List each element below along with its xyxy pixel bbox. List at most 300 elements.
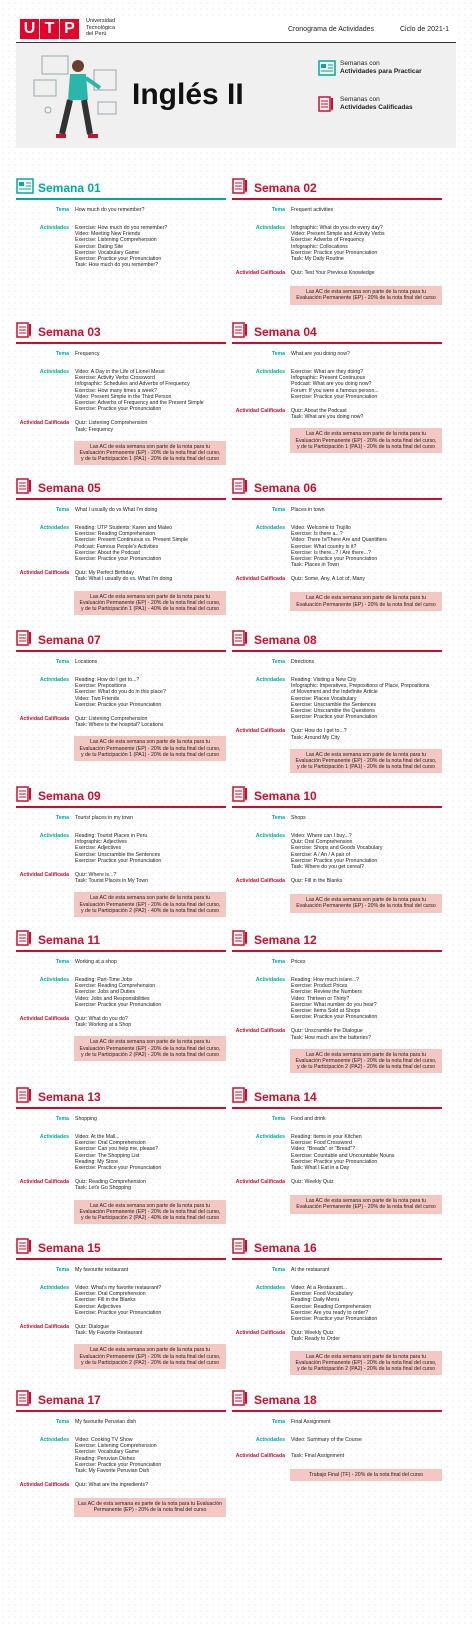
activity-item: Exercise: Fill in the Blanks — [75, 1297, 136, 1304]
graded-list — [291, 270, 442, 276]
activities-label: Actividades — [255, 677, 285, 683]
activities-label: Actividades — [255, 525, 285, 531]
grade-note: Las AC de esta semana son parte de la nota para tu Evaluación Permanente (EP) - 20% de la nota final del curso, y de tu Participación 2 (PA2) - 20% de la nota final del curso — [74, 1036, 226, 1061]
activity-list — [75, 1285, 226, 1316]
student-illustration-icon — [28, 50, 128, 146]
activity-item: Exercise: Practice your Pronunciation — [291, 714, 378, 721]
graded-label: Actividad Calificada — [235, 1453, 285, 1459]
activity-item: Video: Present Simple in the Third Person — [75, 393, 172, 400]
week-card — [16, 478, 226, 615]
graded-icon — [232, 930, 250, 946]
graded-list — [291, 1453, 442, 1459]
utp-logo — [20, 19, 80, 39]
grade-note: Las AC de esta semana son parte de la nota para tu Evaluación Permanente (EP) - 20% de la nota final del curso, y de tu Participación 1 (PA1) - 20% de la nota final del curso — [290, 428, 442, 453]
activities-label: Actividades — [39, 677, 69, 683]
activity-item: Reading: Tourist Places in Peru — [75, 833, 148, 839]
activities-label: Actividades — [39, 833, 69, 839]
graded-label: Actividad Calificada — [19, 1179, 69, 1186]
grade-note: Las AC de esta semana son parte de la nota para tu Evaluación Permanente (EP) - 20% de la nota final del curso, y de tu Participación 2 (PA2) - 20% de la nota final del curso — [290, 1049, 442, 1074]
activity-item: Exercise: Listening Comprehension — [75, 237, 157, 244]
activity-item: Reading: My Store — [75, 1158, 118, 1165]
week-card — [232, 786, 442, 913]
week-header — [16, 478, 226, 500]
week-topic: What are you doing now? — [291, 351, 350, 357]
activity-item: Video: There Is/There Are and Quantifiers — [291, 537, 387, 544]
week-title: Semana 17 — [38, 1393, 101, 1407]
activity-item: Video: Welcome to Trujillo — [291, 525, 351, 531]
topic-label: Tema — [55, 1116, 69, 1122]
graded-item: Quiz: Listening Comprehension — [75, 716, 148, 723]
week-topic: Frequency — [75, 351, 100, 357]
activity-item: Exercise: What number do you hear? — [291, 1001, 377, 1008]
graded-icon — [16, 1238, 34, 1254]
activity-item: Infographic: Collocations — [291, 243, 348, 250]
graded-list — [75, 716, 226, 728]
week-card — [16, 178, 226, 268]
graded-item: Quiz: Fill in the Blanks — [291, 878, 343, 885]
graded-label: Actividad Calificada — [19, 1016, 69, 1023]
graded-item: Task: Frequency — [75, 426, 114, 433]
topic-label: Tema — [271, 351, 285, 357]
practice-icon — [16, 178, 34, 194]
activity-item: Exercise: Adjectives — [75, 845, 122, 852]
activities-label: Actividades — [39, 525, 69, 531]
week-title: Semana 12 — [254, 933, 317, 947]
grade-note: Las AC de esta semana es parte de la nota para tu Evaluación Permanente (EP) - 20% de la nota final del curso — [74, 1498, 226, 1516]
graded-label: Actividad Calificada — [19, 1324, 69, 1331]
graded-item: Task: Where is the hospital? Locations — [75, 722, 164, 729]
week-topic: Final Assignment — [291, 1419, 331, 1425]
week-header — [16, 178, 226, 200]
graded-item: Task: Around My City — [291, 734, 340, 741]
activity-item: Task: Where do you get cereal? — [291, 864, 364, 871]
activity-list — [291, 369, 442, 400]
activities-label: Actividades — [39, 369, 69, 375]
activity-item: Quiz: Oral Comprehension — [291, 839, 353, 846]
activity-item: Exercise: About the Podcast — [75, 549, 140, 556]
week-topic: Places in town — [291, 507, 325, 513]
schedule-title: Cronograma de Actividades — [288, 26, 374, 33]
activity-item: Exercise: Oral Comprehension — [75, 1140, 146, 1147]
grade-note: Las AC de esta semana son parte de la nota para tu Evaluación Permanente (EP) - 20% de la nota final del curso — [290, 286, 442, 304]
topic-label: Tema — [55, 1419, 69, 1425]
graded-list — [291, 576, 442, 582]
graded-icon — [232, 630, 250, 646]
week-topic: What I usually do vs What I'm doing — [75, 507, 158, 513]
grade-note: Las AC de esta semana son parte de la nota para tu Evaluación Permanente (EP) - 20% de la nota final del curso, y de tu Participación 1 (PA1) - 20% de la nota final del curso — [74, 736, 226, 761]
activity-item: Exercise: Unscramble the Questions — [291, 708, 375, 715]
activity-item: Video: Two Friends — [75, 695, 120, 702]
activity-item: Podcast: Famous People's Activities — [75, 543, 159, 550]
activity-item: Exercise: Is there a...? — [291, 531, 343, 538]
grade-note: Las AC de esta semana son parte de la nota para tu Evaluación Permanente (EP) - 20% de la nota final del curso, y de tu Participación 2 (PA2) - 20% de la nota final del curso — [290, 1351, 442, 1376]
activity-item: Exercise: Adverbs of Frequency — [291, 237, 365, 244]
graded-list — [291, 1179, 442, 1185]
activity-item: Exercise: How much do you remember? — [75, 225, 168, 231]
grade-note: Trabajo Final (TF) - 20% de la nota final del curso — [290, 1469, 442, 1481]
graded-label: Actividad Calificada — [235, 270, 285, 277]
activity-item: Reading: Visiting a New City — [291, 677, 357, 683]
legend-graded-pre: Semanas con — [340, 96, 380, 103]
week-card — [232, 322, 442, 453]
cycle-label: Ciclo de 2021-1 — [400, 26, 450, 33]
activity-item: Exercise: Vocabulary Game — [75, 1449, 140, 1456]
activity-item: Task: My Favorite Peruvian Dish — [75, 1468, 150, 1475]
activity-item: Exercise: Prepositions — [75, 683, 127, 690]
graded-icon — [16, 1087, 34, 1103]
activity-item: Exercise: Places Vocabulary — [291, 695, 357, 702]
activity-item: Exercise: Practice your Pronunciation — [291, 393, 378, 400]
graded-list — [291, 1028, 442, 1040]
graded-icon — [16, 478, 34, 494]
activity-item: Exercise: Practice your Pronunciation — [291, 857, 378, 864]
graded-list — [291, 728, 442, 740]
activity-item: Exercise: What country is it? — [291, 543, 357, 550]
activities-label: Actividades — [39, 977, 69, 983]
week-card — [232, 930, 442, 1073]
activity-list — [75, 525, 226, 562]
activity-item: Video: What's my favorite restaurant? — [75, 1285, 162, 1291]
activity-item: Infographic: What do you do every day? — [291, 225, 383, 231]
week-card — [16, 930, 226, 1061]
activity-item: Exercise: Practice your Pronunciation — [75, 1165, 162, 1172]
activities-label: Actividades — [255, 1285, 285, 1291]
activity-item: Video: At the Mall... — [75, 1134, 120, 1140]
graded-icon — [232, 1238, 250, 1254]
week-title: Semana 05 — [38, 481, 101, 495]
header-banner — [16, 16, 456, 148]
week-title: Semana 11 — [38, 933, 101, 947]
graded-item: Task: Working at a Shop — [75, 1022, 132, 1029]
activity-item: Exercise: Practice your Pronunciation — [291, 1158, 378, 1165]
activity-item: Reading: Peruvian Dishes — [75, 1455, 135, 1462]
week-title: Semana 08 — [254, 633, 317, 647]
topic-label: Tema — [55, 207, 69, 213]
legend-practice-label: Actividades para Practicar — [340, 67, 422, 75]
week-topic: Tourist places in my town — [75, 815, 133, 821]
graded-label: Actividad Calificada — [235, 878, 285, 885]
activity-item: Exercise: A / An / A pair of — [291, 851, 351, 858]
activity-list — [75, 225, 226, 268]
activity-item: Exercise: Unscramble the Sentences — [75, 851, 161, 858]
week-title: Semana 03 — [38, 325, 101, 339]
graded-icon — [232, 322, 250, 338]
activity-item: Video: Jobs and Responsibilities — [75, 995, 150, 1002]
topic-label: Tema — [271, 207, 285, 213]
activity-list — [75, 369, 226, 412]
activity-item: Infographic: Schedules and Adverbs of Frequency — [75, 381, 190, 388]
week-header — [16, 322, 226, 344]
activity-item: Exercise: Practice your Pronunciation — [75, 1001, 162, 1008]
week-topic: My favourite Peruvian dish — [75, 1419, 137, 1425]
activities-label: Actividades — [255, 225, 285, 231]
graded-item: Quiz: Unscramble the Dialogue — [291, 1028, 363, 1035]
activity-item: Exercise: Can you help me, please? — [75, 1146, 159, 1153]
graded-icon — [232, 178, 250, 194]
week-card — [232, 1238, 442, 1375]
graded-list — [75, 872, 226, 884]
activity-item: Video: At a Restaurant... — [291, 1285, 348, 1291]
week-card — [232, 1390, 442, 1481]
graded-list — [291, 408, 442, 420]
week-header — [16, 1087, 226, 1109]
graded-item: Quiz: Weekly Quiz — [291, 1330, 334, 1337]
week-header — [16, 930, 226, 952]
activity-item: Podcast: What are you doing now? — [291, 381, 372, 388]
activity-item: Exercise: Unscramble the Sentences — [291, 701, 377, 708]
grade-note: Las AC de esta semana son parte de la nota para tu Evaluación Permanente (EP) - 20% de la nota final del curso, y de tu Participación 2 (PA2) - 40% de la nota final del curso — [74, 1200, 226, 1225]
graded-list — [291, 878, 442, 884]
graded-item: Task: Final Assignment — [291, 1453, 345, 1459]
activity-item: Exercise: Practice your Pronunciation — [291, 1014, 378, 1021]
graded-item: Quiz: What do you do? — [75, 1016, 128, 1023]
week-header — [232, 1087, 442, 1109]
activity-item: Exercise: The Shopping List — [75, 1152, 140, 1159]
week-title: Semana 01 — [38, 181, 101, 195]
graded-label: Actividad Calificada — [235, 1179, 285, 1186]
activities-label: Actividades — [39, 1437, 69, 1443]
activities-label: Actividades — [39, 1285, 69, 1291]
week-card — [232, 1087, 442, 1214]
activities-label: Actividades — [255, 369, 285, 375]
activity-item: Exercise: Practice your Pronunciation — [291, 249, 378, 256]
week-title: Semana 02 — [254, 181, 317, 195]
week-header — [16, 1390, 226, 1412]
graded-label: Actividad Calificada — [235, 408, 285, 415]
graded-item: Quiz: My Perfect Birthday — [75, 570, 134, 577]
graded-label: Actividad Calificada — [19, 716, 69, 723]
week-card — [16, 1390, 226, 1517]
activity-list — [291, 977, 442, 1020]
logo-letter: T — [40, 19, 59, 39]
graded-label: Actividad Calificada — [235, 1330, 285, 1337]
topic-label: Tema — [271, 1116, 285, 1122]
activity-list — [291, 225, 442, 262]
graded-icon — [16, 630, 34, 646]
graded-item: Quiz: Where is...? — [75, 872, 117, 879]
week-topic: At the restaurant — [291, 1267, 330, 1273]
week-header — [232, 786, 442, 808]
activities-label: Actividades — [255, 1437, 285, 1443]
week-header — [232, 630, 442, 652]
graded-icon — [232, 1087, 250, 1103]
graded-item: Quiz: Some, Any, A Lot of, Many — [291, 576, 366, 583]
grade-note: Las AC de esta semana son parte de la nota para tu Evaluación Permanente (EP) - 20% de la nota final del curso — [290, 1195, 442, 1213]
graded-item: Task: What are you doing now? — [291, 414, 364, 421]
activity-item: Exercise: Practice your Pronunciation — [75, 1309, 162, 1316]
activity-item: Exercise: Vocabulary Game — [75, 249, 140, 256]
activity-item: Exercise: Product Prices — [291, 983, 348, 990]
week-title: Semana 13 — [38, 1090, 101, 1104]
activity-item: Exercise: Dating Site — [75, 243, 124, 250]
week-topic: Working at a shop — [75, 959, 117, 965]
week-card — [16, 322, 226, 465]
week-topic: How much do you remember? — [75, 207, 145, 213]
graded-label: Actividad Calificada — [235, 728, 285, 735]
week-header — [232, 322, 442, 344]
activity-item: Exercise: Activity Verbs Crossword — [75, 375, 155, 382]
activities-label: Actividades — [255, 1134, 285, 1140]
graded-item: Task: Let's Go Shopping — [75, 1185, 132, 1192]
activity-item: Exercise: Food Crossword — [291, 1140, 352, 1147]
activity-item: Video: Cooking TV Show — [75, 1437, 133, 1443]
graded-label: Actividad Calificada — [19, 872, 69, 879]
activity-item: Exercise: Adjectives — [75, 1303, 122, 1310]
activity-item: Exercise: Are you ready to order? — [291, 1309, 368, 1316]
activity-list — [291, 1285, 442, 1322]
week-title: Semana 06 — [254, 481, 317, 495]
graded-icon — [16, 930, 34, 946]
activity-item: Exercise: Practice your Pronunciation — [291, 556, 378, 563]
graded-icon — [318, 96, 336, 112]
activity-item: Exercise: What do you do in this place? — [75, 689, 166, 696]
legend-practice-pre: Semanas con — [340, 60, 380, 67]
logo-letter: U — [20, 19, 39, 39]
activity-item: Reading: Part-Time Jobs — [75, 977, 133, 983]
topic-label: Tema — [271, 507, 285, 513]
activities-label: Actividades — [39, 1134, 69, 1140]
activity-list — [291, 1437, 442, 1443]
week-card — [232, 178, 442, 305]
activity-item: Exercise: Reading Comprehension — [75, 531, 156, 538]
grade-note: Las AC de esta semana son parte de la nota para tu Evaluación Permanente (EP) - 20% de la nota final del curso, y de tu Participación 2 (PA2) - 20% de la nota final del curso — [74, 1344, 226, 1369]
graded-item: Task: My Favorite Restaurant — [75, 1330, 143, 1337]
activity-item: Exercise: Food Vocabulary — [291, 1291, 353, 1298]
activity-item: Exercise: Practice your Pronunciation — [75, 701, 162, 708]
legend-graded-label: Actividades Calificadas — [340, 103, 413, 111]
week-card — [16, 1238, 226, 1369]
graded-icon — [16, 1390, 34, 1406]
activity-item: Forum: If you were a famous person... — [291, 387, 379, 394]
graded-list — [75, 1179, 226, 1191]
graded-item: Quiz: Test Your Previous Knowledge — [291, 270, 375, 277]
week-card — [16, 786, 226, 917]
topic-label: Tema — [55, 659, 69, 665]
activity-item: Task: What I Eat in a Day — [291, 1165, 350, 1172]
activities-label: Actividades — [255, 977, 285, 983]
week-topic: Directions — [291, 659, 315, 665]
activity-item: Reading: UTP Students: Karen and Mateo — [75, 525, 173, 531]
graded-item: Task: How much are the batteries? — [291, 1034, 371, 1041]
graded-icon — [232, 478, 250, 494]
graded-list — [75, 570, 226, 582]
activity-list — [75, 977, 226, 1008]
activity-item: Video: Where can I buy...? — [291, 833, 352, 839]
activity-item: Exercise: Listening Comprehension — [75, 1443, 157, 1450]
week-title: Semana 09 — [38, 789, 101, 803]
graded-item: Task: Tourist Places in My Town — [75, 878, 149, 885]
topic-label: Tema — [271, 815, 285, 821]
activity-item: Task: How much do you remember? — [75, 262, 159, 269]
legend-practice — [340, 60, 440, 75]
graded-label: Actividad Calificada — [19, 570, 69, 577]
activity-item: Exercise: Practice your Pronunciation — [75, 857, 162, 864]
activity-list — [291, 1134, 442, 1171]
graded-item: Quiz: Weekly Quiz — [291, 1179, 334, 1186]
graded-list — [75, 1482, 226, 1488]
activity-item: Infographic: Adjectives — [75, 839, 127, 846]
week-title: Semana 14 — [254, 1090, 317, 1104]
activity-item: Exercise: Practice your Pronunciation — [75, 556, 162, 563]
grade-note: Las AC de esta semana son parte de la nota para tu Evaluación Permanente (EP) - 20% de la nota final del curso — [290, 894, 442, 912]
week-header — [16, 786, 226, 808]
graded-item: Quiz: How do I get to...? — [291, 728, 347, 735]
grade-note: Las AC de esta semana son parte de la nota para tu Evaluación Permanente (EP) - 20% de la nota final del curso, y de tu Participación 2 (PA2) - 40% de la nota final del curso — [74, 892, 226, 917]
topic-label: Tema — [271, 1419, 285, 1425]
week-topic: Prices — [291, 959, 306, 965]
activity-list — [291, 525, 442, 568]
week-topic: Locations — [75, 659, 98, 665]
activity-item: Exercise: Is there...? / Are there...? — [291, 549, 371, 556]
graded-icon — [232, 1390, 250, 1406]
week-header — [232, 178, 442, 200]
graded-item: Quiz: Listening Comprehension — [75, 420, 148, 427]
activity-item: Exercise: How many times a week? — [75, 387, 157, 394]
activity-item: Reading: Items in your Kitchen — [291, 1134, 362, 1140]
week-header — [232, 1390, 442, 1412]
graded-label: Actividad Calificada — [235, 576, 285, 583]
topic-label: Tema — [55, 507, 69, 513]
activity-list — [75, 1134, 226, 1171]
graded-list — [75, 420, 226, 432]
week-title: Semana 18 — [254, 1393, 317, 1407]
activity-item: Reading: How much is/are...? — [291, 977, 360, 983]
graded-list — [291, 1330, 442, 1342]
legend-graded — [340, 96, 440, 111]
activity-item: Exercise: Jobs and Duties — [75, 989, 135, 996]
graded-item: Quiz: Reading Comprehension — [75, 1179, 146, 1186]
week-card — [232, 478, 442, 611]
practice-icon — [318, 60, 336, 76]
activity-item: Exercise: What are they doing? — [291, 369, 364, 375]
graded-item: Quiz: About the Podcast — [291, 408, 347, 415]
week-topic: Food and drink — [291, 1116, 326, 1122]
university-name: Universidad Tecnológica del Perú — [86, 18, 116, 37]
week-topic: My favourite restaurant — [75, 1267, 129, 1273]
activity-item: Reading: How do I get to...? — [75, 677, 140, 683]
course-title: Inglés II — [132, 78, 244, 111]
graded-item: Task: What I usually do vs. What I'm doing — [75, 576, 173, 583]
graded-icon — [232, 786, 250, 802]
activity-item: Exercise: Oral Comprehension — [75, 1291, 146, 1298]
activity-item: Reading: Daily Menu — [291, 1297, 340, 1304]
activity-item: Exercise: Review the Numbers — [291, 989, 362, 996]
activity-item: Exercise: Practice your Pronunciation — [75, 1461, 162, 1468]
activities-label: Actividades — [255, 833, 285, 839]
topic-label: Tema — [271, 659, 285, 665]
top-bar — [16, 16, 456, 43]
activity-item: Exercise: Items Sold at Shops — [291, 1008, 361, 1015]
week-header — [232, 930, 442, 952]
graded-item: Quiz: Dialogue — [75, 1324, 110, 1331]
graded-item: Quiz: What are the ingredients? — [75, 1482, 148, 1489]
topic-label: Tema — [55, 815, 69, 821]
activity-item: Exercise: Countable and Uncountable Nouns — [291, 1152, 395, 1159]
week-topic: Frequent activities — [291, 207, 334, 213]
graded-label: Actividad Calificada — [19, 1482, 69, 1489]
week-title: Semana 07 — [38, 633, 101, 647]
activity-item: Task: My Daily Routine — [291, 256, 344, 263]
graded-list — [75, 1324, 226, 1336]
graded-list — [75, 1016, 226, 1028]
activity-item: Video: Thirteen or Thirty? — [291, 995, 350, 1002]
week-header — [232, 1238, 442, 1260]
activity-item: Exercise: Adverbs of Frequency and the Present Simple — [75, 400, 204, 407]
week-header — [16, 1238, 226, 1260]
graded-label: Actividad Calificada — [19, 420, 69, 427]
logo-letter: P — [60, 19, 79, 39]
activity-item: Video: Summary of the Course — [291, 1437, 362, 1443]
